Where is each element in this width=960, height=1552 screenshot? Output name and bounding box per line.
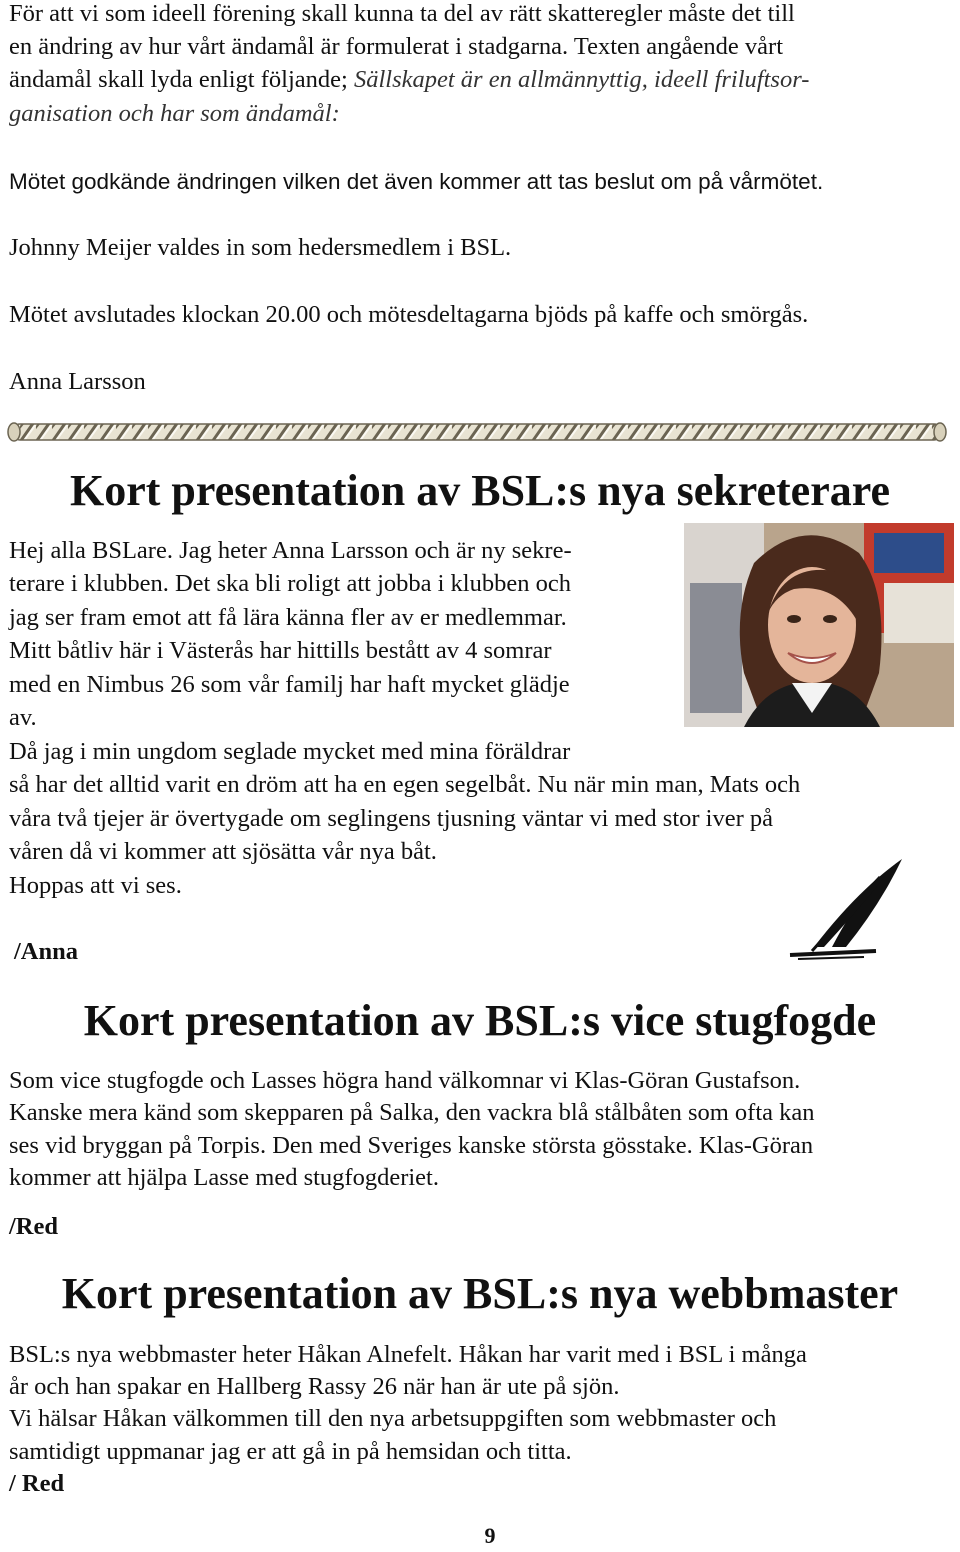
body-line: Mitt båtliv här i Västerås har hittills bestått av 4 somrar: [9, 637, 552, 664]
honorary-member: Johnny Meijer valdes in som hedersmedlem i BSL.: [9, 234, 512, 261]
statute-quote-continued: ganisation och har som ändamål:: [9, 100, 340, 127]
section-heading-webmaster: Kort presentation av BSL:s nya webbmaster: [61, 1269, 899, 1318]
intro-line: en ändring av hur vårt ändamål är formulerat i stadgarna. Texten angående vårt: [9, 33, 784, 60]
body-line: Som vice stugfogde och Lasses högra hand välkomnar vi Klas-Göran Gustafson.: [9, 1067, 801, 1094]
intro-text: ändamål skall lyda enligt följande;: [9, 66, 348, 93]
body-line: våra två tjejer är övertygade om seglingens tjusning väntar vi med stor iver på: [9, 805, 774, 832]
body-line: ses vid bryggan på Torpis. Den med Sveriges kanske största gösstake. Klas-Göran: [9, 1132, 814, 1159]
meeting-closing: Mötet avslutades klockan 20.00 och mötesdeltagarna bjöds på kaffe och smörgås.: [9, 301, 809, 328]
body-line: samtidigt uppmanar jag er att gå in på hemsidan och titta.: [9, 1438, 572, 1465]
body-line: Hoppas att vi ses.: [9, 872, 182, 899]
body-line: Hej alla BSLare. Jag heter Anna Larsson och är ny sekre-: [9, 537, 572, 564]
body-line: Vi hälsar Håkan välkommen till den nya arbetsuppgiften som webbmaster och: [9, 1405, 777, 1432]
body-line: så har det alltid varit en dröm att ha en egen segelbåt. Nu när min man, Mats och: [9, 771, 801, 798]
body-line: våren då vi kommer att sjösätta vår nya båt.: [9, 838, 437, 865]
section1-signature: /Anna: [14, 938, 79, 965]
portrait-photo: [684, 523, 954, 727]
body-line: Då jag i min ungdom seglade mycket med mina föräldrar: [9, 738, 571, 765]
section-heading-vice-stugfogde: Kort presentation av BSL:s vice stugfogde: [83, 996, 877, 1045]
body-line: jag ser fram emot att få lära känna fler av er medlemmar.: [9, 604, 567, 631]
section3-signature: / Red: [9, 1470, 65, 1497]
meeting-signature: Anna Larsson: [9, 368, 146, 395]
body-line: år och han spakar en Hallberg Rassy 26 när han är ute på sjön.: [9, 1373, 620, 1400]
body-line: med en Nimbus 26 som vår familj har haft mycket glädje: [9, 671, 570, 698]
feather-quill-icon: [784, 855, 910, 963]
body-line: av.: [9, 704, 37, 731]
page-number: 9: [484, 1523, 496, 1548]
body-line: terare i klubben. Det ska bli roligt att jobba i klubben och: [9, 570, 571, 597]
intro-line-with-quote: [9, 63, 809, 97]
rope-divider: [4, 420, 950, 444]
meeting-decision: Mötet godkände ändringen vilken det även kommer att tas beslut om på vårmötet.: [9, 169, 824, 194]
body-line: BSL:s nya webbmaster heter Håkan Alnefelt. Håkan har varit med i BSL i många: [9, 1341, 807, 1368]
section-heading-secretary: Kort presentation av BSL:s nya sekreterare: [69, 466, 891, 515]
body-line: Kanske mera känd som skepparen på Salka, den vackra blå stålbåten som ofta kan: [9, 1099, 815, 1126]
body-line: kommer att hjälpa Lasse med stugfogderiet.: [9, 1164, 439, 1191]
section2-signature: /Red: [9, 1213, 58, 1240]
statute-quote: Sällskapet är en allmännyttig, ideell friluftsor-: [353, 66, 810, 93]
intro-line: För att vi som ideell förening skall kunna ta del av rätt skatteregler måste det till: [9, 0, 795, 27]
